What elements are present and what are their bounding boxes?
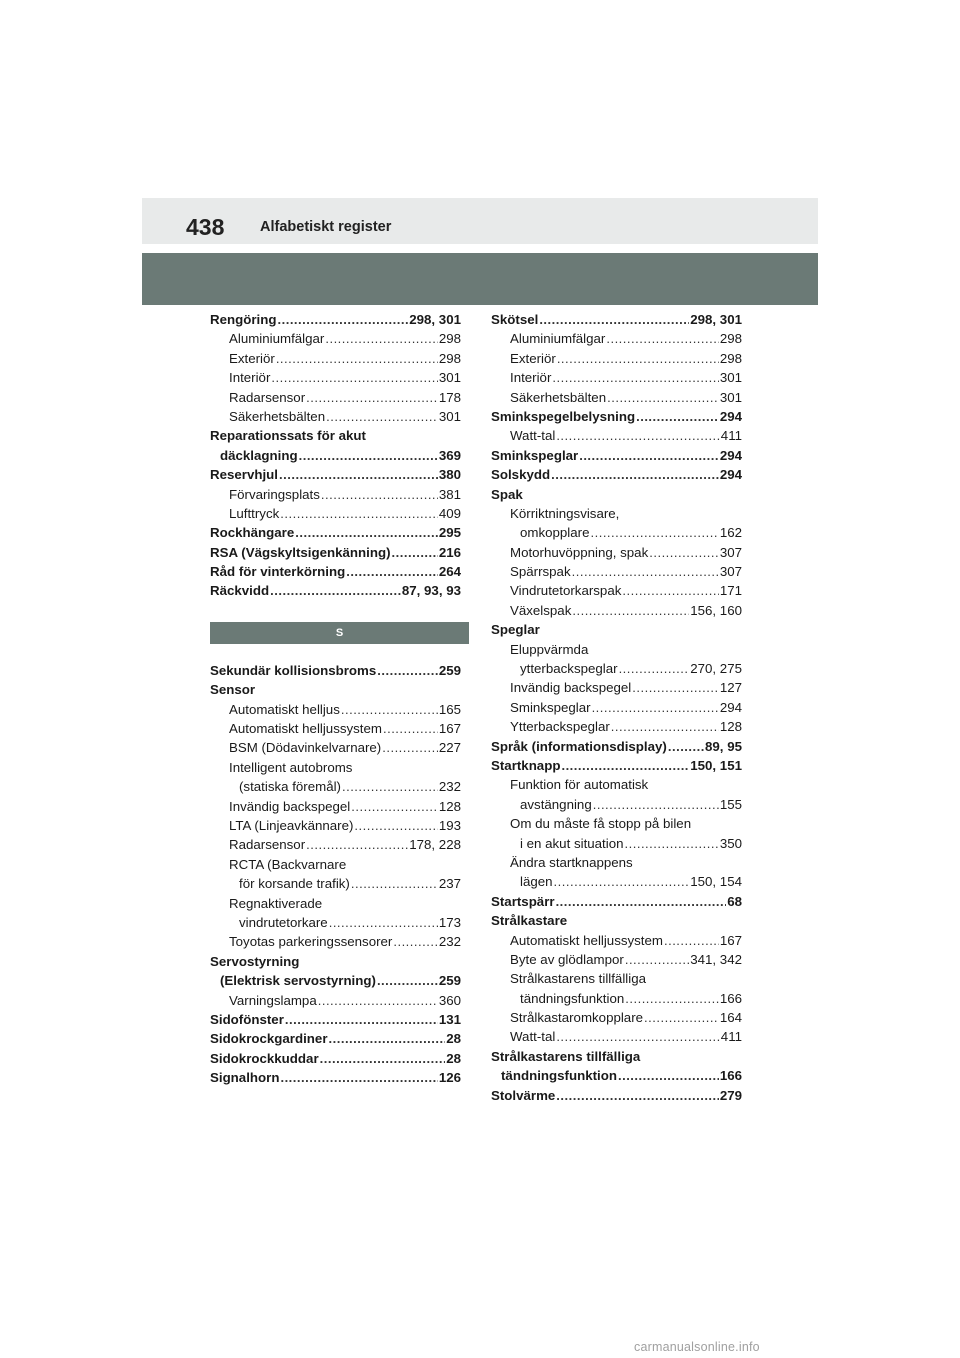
index-entry	[491, 581, 742, 600]
index-entry	[210, 932, 461, 951]
index-entry-term: Sidokrockkuddar	[210, 1050, 319, 1066]
index-entry	[491, 659, 742, 678]
dot-leader	[551, 465, 719, 484]
index-entry	[491, 853, 742, 872]
index-entry-term: för korsande trafik)	[239, 876, 350, 892]
dot-leader	[619, 659, 690, 678]
watermark: carmanualsonline.info	[634, 1340, 760, 1354]
dot-leader	[392, 543, 438, 562]
index-entry	[491, 1086, 742, 1105]
index-entry	[210, 465, 461, 484]
dot-leader	[346, 562, 438, 581]
section-letter: S	[335, 626, 344, 639]
index-entry	[491, 407, 742, 426]
index-entry	[491, 1027, 742, 1046]
header-band	[142, 253, 818, 305]
index-entry	[210, 562, 461, 581]
dot-leader	[318, 991, 438, 1010]
index-entry-term: omkopplare	[520, 525, 590, 541]
index-entry-term: Interiör	[510, 370, 552, 386]
index-entry-pages: 128	[438, 798, 461, 814]
index-entry-pages: 150, 154	[690, 874, 742, 890]
index-entry-term: ytterbackspeglar	[520, 661, 618, 677]
index-entry	[491, 368, 742, 387]
index-entry-pages: 28	[446, 1050, 461, 1066]
index-entry-pages: 178, 228	[409, 837, 461, 853]
index-entry-term: Sidokrockgardiner	[210, 1031, 328, 1047]
index-entry-pages: 87, 93, 93	[401, 583, 461, 599]
index-entry	[210, 952, 461, 971]
index-entry	[491, 795, 742, 814]
index-entry-term: tändningsfunktion	[520, 990, 625, 1006]
index-entry	[210, 913, 461, 932]
index-entry-term: Signalhorn	[210, 1070, 280, 1086]
dot-leader	[306, 835, 408, 854]
index-entry-pages: 298	[438, 350, 461, 366]
index-entry-term: Körriktningsvisare,	[510, 505, 620, 521]
index-entry-term: Växelspak	[510, 602, 572, 618]
dot-leader	[276, 349, 438, 368]
index-entry-pages: 227	[438, 740, 461, 756]
index-entry-term: Ytterbackspeglar	[510, 719, 610, 735]
index-entry-pages: 411	[720, 428, 742, 444]
index-entry-term: Funktion för automatisk	[510, 777, 649, 793]
index-entry-pages: 294	[719, 467, 742, 483]
index-entry-term: Räckvidd	[210, 583, 270, 599]
index-entry-pages: 28	[446, 1031, 461, 1047]
index-entry-pages: 167	[719, 932, 742, 948]
index-entry-pages: 298	[719, 350, 742, 366]
dot-leader	[342, 777, 438, 796]
index-entry	[491, 756, 742, 775]
dot-leader	[579, 446, 719, 465]
dot-leader	[377, 661, 438, 680]
index-entry	[491, 737, 742, 756]
index-entry-pages: 259	[438, 973, 461, 989]
index-entry-term: Strålkastarens tillfälliga	[491, 1048, 641, 1064]
index-column-left	[210, 310, 461, 1087]
index-entry-term: Intelligent autobroms	[229, 759, 353, 775]
index-entry-term: Spärrspak	[510, 564, 571, 580]
dot-leader	[618, 1066, 719, 1085]
dot-leader	[552, 368, 718, 387]
index-entry-term: Aluminiumfälgar	[229, 331, 325, 347]
index-entry-term: Ändra startknappens	[510, 854, 633, 870]
dot-leader	[354, 816, 437, 835]
index-entry	[210, 700, 461, 719]
index-entry	[491, 1066, 742, 1085]
index-entry-pages: 127	[719, 680, 742, 696]
index-entry-term: Säkerhetsbälten	[229, 408, 326, 424]
dot-leader	[341, 700, 438, 719]
dot-leader	[625, 834, 719, 853]
index-entry-pages: 178	[438, 389, 461, 405]
index-entry-term: Förvaringsplats	[229, 486, 320, 502]
index-entry	[491, 989, 742, 1008]
index-entry-term: Vindrutetorkarspak	[510, 583, 622, 599]
dot-leader	[321, 485, 438, 504]
index-entry	[491, 504, 742, 523]
index-entry-term: Automatiskt helljus	[229, 701, 340, 717]
index-entry	[210, 1010, 461, 1029]
index-entry	[491, 426, 742, 445]
section-title: Alfabetiskt register	[260, 219, 392, 235]
index-entry	[210, 407, 461, 426]
index-entry	[491, 717, 742, 736]
index-entry-pages: 301	[438, 408, 461, 424]
dot-leader	[326, 407, 438, 426]
index-entry-term: Eluppvärmda	[510, 641, 589, 657]
index-entry-term: tändningsfunktion	[501, 1068, 617, 1084]
index-entry	[210, 581, 461, 600]
index-entry	[210, 971, 461, 990]
index-entry-term: Rockhängare	[210, 525, 295, 541]
index-entry-term: vindrutetorkare	[239, 914, 328, 930]
index-entry	[210, 446, 461, 465]
index-entry-term: Automatiskt helljussystem	[229, 721, 382, 737]
index-entry	[491, 349, 742, 368]
index-entry	[210, 543, 461, 562]
dot-leader	[285, 1010, 438, 1029]
dot-leader	[320, 1049, 446, 1068]
index-entry	[210, 388, 461, 407]
index-entry-term: Sminkspeglar	[491, 447, 579, 463]
index-entry	[491, 1047, 742, 1066]
index-entry-pages: 294	[719, 447, 742, 463]
dot-leader	[325, 329, 437, 348]
index-entry-term: Sminkspeglar	[510, 699, 591, 715]
index-entry-term: Spak	[491, 486, 523, 502]
dot-leader	[377, 971, 438, 990]
dot-leader	[572, 562, 719, 581]
dot-leader	[668, 737, 704, 756]
index-entry	[491, 969, 742, 988]
index-entry-pages: 166	[719, 990, 742, 1006]
index-entry-term: Aluminiumfälgar	[510, 331, 606, 347]
index-entry-pages: 126	[438, 1070, 461, 1086]
index-entry-term: däcklagning	[220, 447, 298, 463]
index-entry-term: Watt-tal	[510, 428, 556, 444]
dot-leader	[592, 698, 719, 717]
dot-leader	[279, 465, 438, 484]
index-entry-term: Exteriör	[510, 350, 556, 366]
index-entry	[491, 329, 742, 348]
index-entry-term: Reservhjul	[210, 467, 278, 483]
index-entry-term: BSM (Dödavinkelvarnare)	[229, 740, 382, 756]
page-number: 438	[186, 214, 225, 240]
dot-leader	[632, 678, 719, 697]
index-entry	[210, 310, 461, 329]
index-entry-term: Rengöring	[210, 312, 277, 327]
index-entry-pages: 150, 151	[690, 757, 742, 773]
index-entry-pages: 411	[720, 1029, 742, 1045]
dot-leader	[611, 717, 719, 736]
index-entry-term: Om du måste få stopp på bilen	[510, 816, 692, 832]
index-entry	[491, 543, 742, 562]
index-entry	[210, 1049, 461, 1068]
index-entry	[491, 310, 742, 329]
index-entry	[491, 911, 742, 930]
index-entry-term: (Elektrisk servostyrning)	[220, 973, 376, 989]
index-entry-term: Sidofönster	[210, 1011, 284, 1027]
dot-leader	[351, 874, 438, 893]
index-entry	[491, 1008, 742, 1027]
index-entry-pages: 279	[719, 1087, 742, 1103]
index-group-s	[210, 661, 461, 1088]
index-entry	[210, 680, 461, 699]
index-entry-pages: 301	[719, 389, 742, 405]
index-entry	[210, 426, 461, 445]
dot-leader	[539, 310, 689, 329]
index-entry-pages: 307	[719, 564, 742, 580]
index-entry	[210, 894, 461, 913]
index-entry-term: avstängning	[520, 796, 592, 812]
index-entry-term: Invändig backspegel	[229, 798, 351, 814]
index-entry-pages: 193	[438, 817, 461, 833]
index-group-s-continued	[491, 310, 742, 1105]
dot-leader	[329, 1029, 446, 1048]
dot-leader	[277, 310, 408, 329]
index-entry-term: lägen	[520, 874, 553, 890]
index-entry-term: Byte av glödlampor	[510, 951, 624, 967]
index-entry-pages: 307	[719, 544, 742, 560]
header-bar	[142, 198, 818, 244]
index-entry-term: Säkerhetsbälten	[510, 389, 607, 405]
dot-leader	[556, 1027, 719, 1046]
index-entry	[491, 872, 742, 891]
index-entry-term: (statiska föremål)	[239, 779, 341, 795]
index-entry-term: Startspärr	[491, 893, 555, 909]
dot-leader	[607, 388, 719, 407]
dot-leader	[649, 543, 719, 562]
dot-leader	[382, 738, 438, 757]
dot-leader	[554, 872, 690, 891]
index-entry	[491, 485, 742, 504]
dot-leader	[295, 523, 438, 542]
dot-leader	[557, 349, 719, 368]
index-entry-pages: 301	[719, 370, 742, 386]
index-entry	[210, 991, 461, 1010]
index-entry	[491, 446, 742, 465]
index-entry-pages: 165	[438, 701, 461, 717]
index-entry-term: Råd för vinterkörning	[210, 564, 346, 580]
index-entry	[210, 758, 461, 777]
index-entry	[210, 874, 461, 893]
dot-leader	[556, 426, 719, 445]
index-entry-term: Speglar	[491, 622, 540, 638]
index-entry	[491, 678, 742, 697]
index-entry-pages: 89, 95	[705, 738, 742, 754]
index-entry	[491, 465, 742, 484]
index-entry-term: Interiör	[229, 370, 271, 386]
index-entry-pages: 232	[438, 779, 461, 795]
index-entry	[210, 797, 461, 816]
index-entry-term: Språk (informationsdisplay)	[491, 738, 667, 754]
index-entry	[210, 1029, 461, 1048]
index-entry	[210, 349, 461, 368]
index-entry-term: Skötsel	[491, 312, 539, 327]
index-entry-pages: 270, 275	[690, 661, 742, 677]
index-entry	[491, 620, 742, 639]
index-entry-term: Solskydd	[491, 467, 551, 483]
index-entry	[491, 640, 742, 659]
dot-leader	[644, 1008, 719, 1027]
index-entry-term: Stolvärme	[491, 1087, 556, 1103]
index-entry	[210, 835, 461, 854]
index-entry-term: Regnaktiverade	[229, 895, 323, 911]
index-entry-pages: 216	[438, 544, 461, 560]
index-entry-term: RSA (Vägskyltsigenkänning)	[210, 544, 391, 560]
index-entry	[491, 834, 742, 853]
index-entry-pages: 294	[719, 699, 742, 715]
index-entry-pages: 341, 342	[690, 951, 742, 967]
index-entry-term: Invändig backspegel	[510, 680, 632, 696]
index-entry	[491, 950, 742, 969]
index-entry-pages: 298	[719, 331, 742, 347]
index-entry-term: Radarsensor	[229, 837, 306, 853]
dot-leader	[572, 601, 689, 620]
dot-leader	[590, 523, 718, 542]
index-entry	[491, 523, 742, 542]
index-entry-pages: 360	[438, 992, 461, 1008]
index-entry	[491, 775, 742, 794]
index-entry	[491, 562, 742, 581]
index-entry-pages: 294	[719, 408, 742, 424]
index-entry-term: i en akut situation	[520, 835, 624, 851]
index-entry-pages: 369	[438, 447, 461, 463]
index-entry-term: Strålkastare	[491, 913, 568, 929]
index-entry-pages: 298, 301	[690, 312, 742, 327]
index-entry-pages: 264	[438, 564, 461, 580]
index-entry-term: RCTA (Backvarnare	[229, 856, 347, 872]
dot-leader	[622, 581, 718, 600]
index-entry-pages: 162	[719, 525, 742, 541]
index-entry-term: Reparationssats för akut	[210, 428, 366, 444]
index-entry	[491, 698, 742, 717]
index-entry	[210, 719, 461, 738]
index-entry-term: Sensor	[210, 682, 256, 698]
index-entry-pages: 173	[438, 914, 461, 930]
index-entry-pages: 232	[438, 934, 461, 950]
index-entry	[210, 855, 461, 874]
index-entry-term: LTA (Linjeavkännare)	[229, 817, 354, 833]
index-entry-pages: 171	[719, 583, 742, 599]
dot-leader	[280, 504, 438, 523]
index-entry-term: Toyotas parkeringssensorer	[229, 934, 393, 950]
index-entry-pages: 301	[438, 370, 461, 386]
index-entry-term: Startknapp	[491, 757, 561, 773]
index-entry-pages: 164	[719, 1010, 742, 1026]
index-entry-pages: 68	[727, 893, 742, 909]
index-entry-pages: 298, 301	[409, 312, 461, 327]
dot-leader	[393, 932, 437, 951]
index-entry	[210, 661, 461, 680]
index-entry	[210, 777, 461, 796]
dot-leader	[664, 931, 719, 950]
index-entry-term: Sekundär kollisionsbroms	[210, 662, 377, 678]
index-entry	[491, 601, 742, 620]
index-entry	[491, 388, 742, 407]
dot-leader	[636, 407, 719, 426]
index-entry-pages: 350	[719, 835, 742, 851]
dot-leader	[329, 913, 438, 932]
index-entry-pages: 166	[719, 1068, 742, 1084]
index-entry	[210, 738, 461, 757]
index-entry-pages: 381	[438, 486, 461, 502]
index-entry-pages: 156, 160	[690, 602, 742, 618]
index-entry-pages: 298	[438, 331, 461, 347]
dot-leader	[299, 446, 438, 465]
dot-leader	[351, 797, 438, 816]
index-entry	[210, 329, 461, 348]
dot-leader	[625, 950, 689, 969]
index-entry-pages: 131	[438, 1011, 461, 1027]
index-entry-pages: 155	[719, 796, 742, 812]
index-entry-term: Strålkastaromkopplare	[510, 1010, 644, 1026]
index-entry-pages: 167	[438, 721, 461, 737]
dot-leader	[271, 368, 437, 387]
dot-leader	[383, 719, 438, 738]
index-column-right	[491, 310, 742, 1105]
dot-leader	[306, 388, 438, 407]
index-entry-pages: 259	[438, 662, 461, 678]
index-entry	[210, 504, 461, 523]
dot-leader	[280, 1068, 437, 1087]
index-entry-pages: 295	[438, 525, 461, 541]
dot-leader	[625, 989, 719, 1008]
index-entry-pages: 237	[438, 876, 461, 892]
dot-leader	[606, 329, 718, 348]
index-entry-pages: 128	[719, 719, 742, 735]
index-entry-term: Motorhuvöppning, spak	[510, 544, 649, 560]
index-entry-term: Sminkspegelbelysning	[491, 408, 636, 424]
index-entry-term: Automatiskt helljussystem	[510, 932, 663, 948]
index-entry	[210, 1068, 461, 1087]
index-entry	[210, 816, 461, 835]
dot-leader	[593, 795, 719, 814]
index-group-r	[210, 310, 461, 601]
dot-leader	[270, 581, 401, 600]
index-entry-term: Varningslampa	[229, 992, 317, 1008]
index-entry	[491, 892, 742, 911]
index-entry-term: Servostyrning	[210, 953, 300, 969]
index-entry	[491, 931, 742, 950]
dot-leader	[561, 756, 689, 775]
dot-leader	[556, 1086, 719, 1105]
index-entry-term: Strålkastarens tillfälliga	[510, 971, 646, 987]
dot-leader	[556, 892, 727, 911]
index-entry-term: Exteriör	[229, 350, 275, 366]
index-entry	[210, 368, 461, 387]
section-letter-band	[210, 622, 469, 644]
index-entry-term: Lufttryck	[229, 505, 280, 521]
index-entry-pages: 380	[438, 467, 461, 483]
index-entry	[210, 485, 461, 504]
index-entry-term: Radarsensor	[229, 389, 306, 405]
index-entry-term: Watt-tal	[510, 1029, 556, 1045]
index-entry	[210, 523, 461, 542]
index-entry-pages: 409	[438, 505, 461, 521]
index-entry	[491, 814, 742, 833]
